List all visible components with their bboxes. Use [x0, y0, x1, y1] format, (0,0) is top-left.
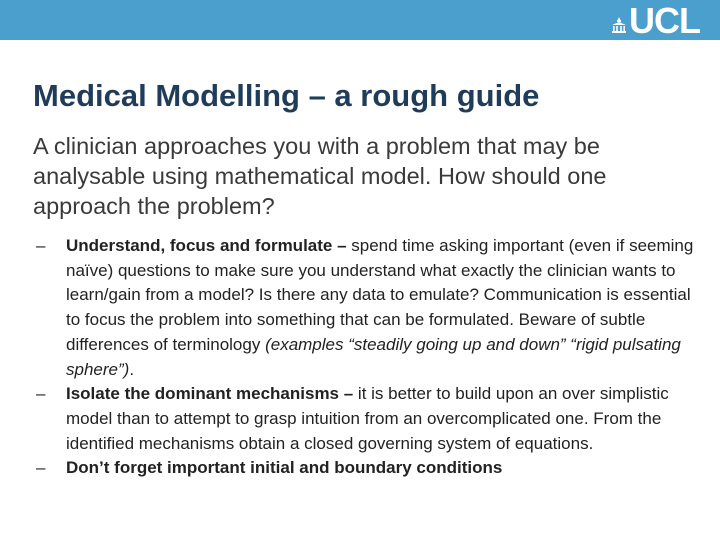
- bullet-text: spend time asking important (even if seeming naïve) questions to make sure you understand what exactly the clinician wants to learn/gain from a model? Is there any data to emulate? Communication is essential to focus the problem into something that can be formulated. Beware of subtle differences of terminology: [66, 236, 694, 354]
- ucl-logo: [612, 0, 700, 41]
- header-bar: [0, 0, 720, 40]
- bullet-text: it is better to build upon an over simplistic model than to attempt to grasp intuition from an overcomplicated one. From the identified mechanisms obtain a closed governing system of equations.: [66, 384, 669, 453]
- bullet-list: [36, 234, 696, 481]
- bullet-tail: .: [129, 359, 135, 379]
- bullet-heading: Don’t forget important initial and boundary conditions: [66, 458, 503, 478]
- bullet-dash: –: [36, 458, 46, 478]
- bullet-isolate: [36, 382, 696, 456]
- slide-title: Medical Modelling – a rough guide: [33, 78, 540, 113]
- bullet-dash: –: [36, 384, 46, 404]
- bullet-conditions: [36, 456, 696, 481]
- slide-intro: A clinician approaches you with a problem that may be analysable using mathematical model. How should one approach the problem?: [33, 133, 607, 219]
- bullet-heading: Understand, focus and formulate –: [66, 236, 347, 255]
- ucl-portico-icon: [612, 17, 626, 33]
- bullet-examples: (examples “steadily going up and down” “rigid pulsating sphere”): [66, 334, 681, 379]
- bullet-heading: Isolate the dominant mechanisms –: [66, 384, 354, 404]
- bullet-dash: –: [36, 236, 46, 255]
- bullet-understand: [36, 234, 696, 382]
- logo-text: UCL: [629, 0, 700, 41]
